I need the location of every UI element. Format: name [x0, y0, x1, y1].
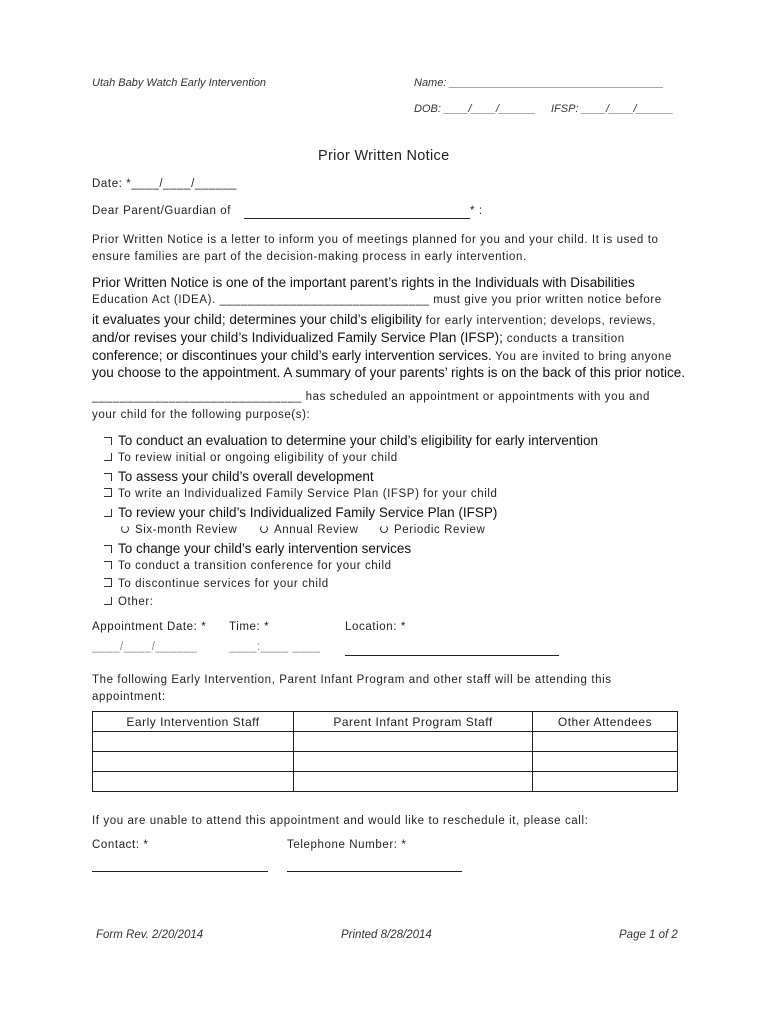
organization-name: Utah Baby Watch Early Intervention — [92, 77, 267, 89]
table-row — [93, 732, 678, 752]
purpose-label: To assess your child’s overall development — [118, 469, 374, 484]
appointment-time-field[interactable]: ____:____ ____ — [229, 641, 321, 653]
purpose-evaluation[interactable] — [104, 433, 598, 448]
intro-line-1: Prior Written Notice is a letter to inform you of meetings planned for you and your child. It is used to — [92, 234, 659, 246]
checkbox-icon[interactable] — [104, 488, 112, 497]
purpose-other[interactable] — [104, 596, 154, 608]
purpose-label: To discontinue services for your child — [118, 578, 329, 590]
scheduled-line-1: ______________________________ has scheduled an appointment or appointments with you and — [92, 391, 650, 403]
checkbox-icon[interactable] — [104, 597, 112, 605]
checkbox-icon[interactable] — [104, 578, 112, 587]
purpose-label: To review your child’s Individualized Family Service Plan (IFSP) — [118, 505, 498, 520]
checkbox-icon[interactable] — [104, 437, 112, 445]
purpose-label: To conduct an evaluation to determine your child’s eligibility for early intervention — [118, 433, 599, 448]
table-cell[interactable] — [93, 752, 294, 772]
header-parent-infant-program-staff: Parent Infant Program Staff — [294, 712, 533, 732]
option-label: Periodic Review — [394, 524, 486, 536]
staff-table — [92, 711, 678, 792]
page-number: Page 1 of 2 — [619, 929, 678, 941]
telephone-label: Telephone Number: * — [287, 839, 407, 851]
telephone-field[interactable] — [287, 871, 462, 872]
form-revision: Form Rev. 2/20/2014 — [96, 929, 204, 941]
checkbox-icon[interactable] — [104, 545, 112, 553]
rights-line-4a: and/or revises your child’s Individualized Family Service Plan (IFSP); — [92, 330, 503, 345]
table-cell[interactable] — [294, 732, 533, 752]
table-cell[interactable] — [294, 772, 533, 792]
option-label: Annual Review — [274, 524, 359, 536]
checkbox-icon[interactable] — [104, 509, 112, 517]
dear-label: Dear Parent/Guardian of — [92, 205, 232, 217]
checkbox-icon[interactable] — [104, 453, 112, 461]
purpose-label: Other: — [118, 596, 154, 608]
rights-line-3 — [92, 311, 656, 329]
appointment-date-field[interactable]: ____/____/______ — [92, 641, 198, 653]
contact-label: Contact: * — [92, 839, 149, 851]
ifsp-date-field[interactable]: IFSP: ____/____/______ — [551, 103, 674, 115]
rights-line-5 — [92, 347, 672, 365]
rights-line-2: Education Act (IDEA). ______________________________ must give you prior written notice before — [92, 294, 662, 306]
table-row — [93, 772, 678, 792]
radio-icon[interactable] — [380, 525, 388, 533]
purpose-label: To conduct a transition conference for your child — [118, 560, 392, 572]
guardian-name-line[interactable] — [244, 218, 470, 219]
purpose-review-eligibility[interactable] — [104, 452, 398, 464]
name-field[interactable]: Name: ___________________________________ — [414, 77, 664, 89]
purpose-label: To change your child’s early intervention services — [118, 541, 412, 556]
printed-date: Printed 8/28/2014 — [341, 929, 432, 941]
rights-line-4 — [92, 329, 625, 347]
option-six-month-review[interactable] — [121, 524, 237, 536]
radio-icon[interactable] — [121, 525, 129, 533]
intro-line-2: ensure families are part of the decision-making process in early intervention. — [92, 251, 527, 263]
dob-field[interactable]: DOB: ____/____/______ — [414, 103, 536, 115]
option-annual-review[interactable] — [260, 524, 359, 536]
purpose-discontinue-services[interactable] — [104, 578, 329, 590]
page-title: Prior Written Notice — [318, 148, 450, 164]
rights-line-1: Prior Written Notice is one of the important parent’s rights in the Individuals with Disabilities — [92, 275, 635, 290]
table-cell[interactable] — [533, 772, 678, 792]
purpose-review-ifsp[interactable] — [104, 505, 497, 520]
table-cell[interactable] — [93, 772, 294, 792]
purpose-change-services[interactable] — [104, 541, 411, 556]
appointment-date-label: Appointment Date: * — [92, 621, 207, 633]
checkbox-icon[interactable] — [104, 473, 112, 481]
purpose-label: To write an Individualized Family Service Plan (IFSP) for your child — [118, 488, 498, 500]
appointment-location-field[interactable] — [345, 655, 559, 656]
header-early-intervention-staff: Early Intervention Staff — [93, 712, 294, 732]
table-cell[interactable] — [294, 752, 533, 772]
table-cell[interactable] — [533, 732, 678, 752]
option-periodic-review[interactable] — [380, 524, 485, 536]
scheduled-line-2: your child for the following purpose(s): — [92, 409, 311, 421]
rights-line-4b: conducts a transition — [502, 333, 625, 345]
table-row — [93, 752, 678, 772]
notice-date-field[interactable]: Date: *____/____/______ — [92, 178, 237, 190]
reschedule-text: If you are unable to attend this appointment and would like to reschedule it, please call: — [92, 815, 589, 827]
checkbox-icon[interactable] — [104, 561, 112, 569]
required-marker: * : — [470, 205, 483, 217]
rights-line-5a: conference; or discontinues your child’s early intervention services. — [92, 348, 492, 363]
appointment-time-label: Time: * — [229, 621, 270, 633]
staff-intro-line-2: appointment: — [92, 691, 166, 703]
purpose-write-ifsp[interactable] — [104, 488, 498, 500]
contact-field[interactable] — [92, 871, 268, 872]
rights-line-6: you choose to the appointment. A summary of your parents’ rights is on the back of this prior notice. — [92, 365, 686, 380]
header-other-attendees: Other Attendees — [533, 712, 678, 732]
purpose-assess-development[interactable] — [104, 469, 374, 484]
option-label: Six-month Review — [135, 524, 238, 536]
table-cell[interactable] — [93, 732, 294, 752]
table-header-row — [93, 712, 678, 732]
rights-line-5b: You are invited to bring anyone — [491, 351, 673, 363]
purpose-label: To review initial or ongoing eligibility of your child — [118, 452, 398, 464]
rights-line-3b: for early intervention; develops, reviews, — [421, 315, 657, 327]
table-cell[interactable] — [533, 752, 678, 772]
purpose-transition-conference[interactable] — [104, 560, 392, 572]
rights-line-3a: it evaluates your child; determines your child’s eligibility — [92, 312, 422, 327]
staff-intro-line-1: The following Early Intervention, Parent Infant Program and other staff will be attending this — [92, 674, 612, 686]
radio-icon[interactable] — [260, 525, 268, 533]
appointment-location-label: Location: * — [345, 621, 406, 633]
